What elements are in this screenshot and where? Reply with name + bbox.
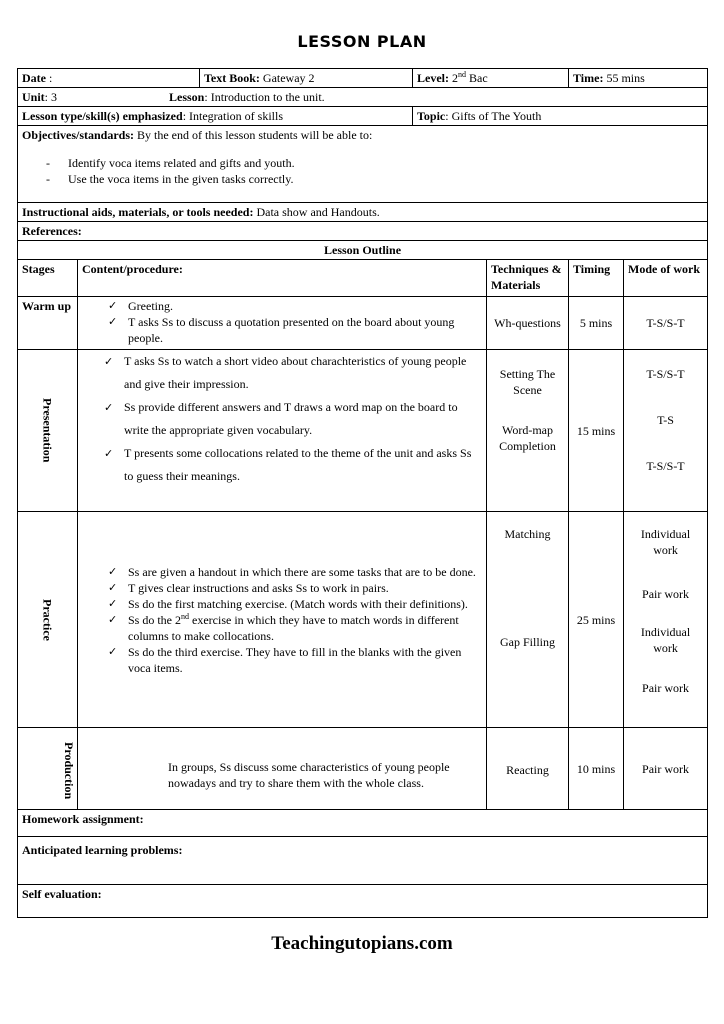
presentation-technique: Setting The Scene Word-map Completion <box>487 350 569 512</box>
practice-row <box>18 512 708 728</box>
references-row <box>18 222 708 241</box>
stage-practice: Practice <box>18 512 78 728</box>
production-timing: 10 mins <box>569 728 624 810</box>
production-row <box>18 728 708 810</box>
date-cell: Date : <box>18 69 200 88</box>
homework-row <box>18 810 708 837</box>
practice-mode: Individual work Pair work Individual work Pair work <box>624 512 708 728</box>
page-title: LESSON PLAN <box>297 32 427 51</box>
presentation-timing: 15 mins <box>569 350 624 512</box>
outline-title: Lesson Outline <box>18 241 708 260</box>
col-timing: Timing <box>569 260 624 297</box>
presentation-row <box>18 350 708 512</box>
stage-production: Production <box>18 728 78 810</box>
warmup-technique: Wh-questions <box>487 297 569 350</box>
warmup-row <box>18 297 708 350</box>
production-content: In groups, Ss discuss some characteristics of young people nowadays and try to share them with the whole class. <box>78 728 487 810</box>
lesson-plan-table <box>17 68 708 918</box>
evaluation-cell: Self evaluation: <box>18 885 708 918</box>
header-row-3 <box>18 107 708 126</box>
production-mode: Pair work <box>624 728 708 810</box>
list-item: ✓ Ss do the 2nd exercise in which they have to match words in different columns to make collocations. <box>108 612 482 644</box>
outline-header-row <box>18 260 708 297</box>
objectives-cell: Objectives/standards: By the end of this lesson students will be able to: - Identify voca items related and gifts and youth. - Use the voca items in the given tasks correctly. <box>18 126 708 203</box>
production-technique: Reacting <box>487 728 569 810</box>
problems-row <box>18 837 708 885</box>
objectives-row <box>18 126 708 203</box>
practice-content <box>78 512 487 728</box>
aids-cell: Instructional aids, materials, or tools needed: Data show and Handouts. <box>18 203 708 222</box>
list-item: - Use the voca items in the given tasks correctly. <box>46 171 703 187</box>
warmup-timing: 5 mins <box>569 297 624 350</box>
list-item: ✓ T gives clear instructions and asks Ss to work in pairs. <box>108 580 482 596</box>
practice-technique: Matching Gap Filling <box>487 512 569 728</box>
list-item: ✓ T asks Ss to discuss a quotation presented on the board about young people. <box>108 314 482 346</box>
stage-presentation: Presentation <box>18 350 78 512</box>
presentation-content <box>78 350 487 512</box>
col-mode: Mode of work <box>624 260 708 297</box>
presentation-mode: T-S/S-T T-S T-S/S-T <box>624 350 708 512</box>
list-item: ✓ Ss do the first matching exercise. (Match words with their definitions). <box>108 596 482 612</box>
warmup-mode: T-S/S-T <box>624 297 708 350</box>
objectives-list <box>22 155 703 187</box>
list-item: ✓ Ss do the third exercise. They have to fill in the blanks with the given voca items. <box>108 644 482 676</box>
unit-lesson-cell: Unit: 3 Lesson: Introduction to the unit. <box>18 88 708 107</box>
list-item: ✓ Ss are given a handout in which there are some tasks that are to be done. <box>108 564 482 580</box>
topic-cell: Topic: Gifts of The Youth <box>413 107 708 126</box>
header-row-1 <box>18 69 708 88</box>
outline-title-row <box>18 241 708 260</box>
list-item: ✓ Greeting. <box>108 298 482 314</box>
practice-timing: 25 mins <box>569 512 624 728</box>
references-cell: References: <box>18 222 708 241</box>
col-techniques: Techniques & Materials <box>487 260 569 297</box>
textbook-cell: Text Book: Gateway 2 <box>200 69 413 88</box>
skills-cell: Lesson type/skill(s) emphasized: Integration of skills <box>18 107 413 126</box>
aids-row <box>18 203 708 222</box>
footer-website: Teachingutopians.com <box>271 933 453 954</box>
level-cell: Level: 2nd Bac <box>413 69 569 88</box>
header-row-2 <box>18 88 708 107</box>
evaluation-row <box>18 885 708 918</box>
homework-cell: Homework assignment: <box>18 810 708 837</box>
warmup-content <box>78 297 487 350</box>
problems-cell: Anticipated learning problems: <box>18 837 708 885</box>
col-content: Content/procedure: <box>78 260 487 297</box>
list-item: ✓ Ss provide different answers and T draws a word map on the board to write the appropriate given vocabulary. <box>104 396 482 442</box>
list-item: ✓ T presents some collocations related to the theme of the unit and asks Ss to guess their meanings. <box>104 442 482 488</box>
list-item: ✓ T asks Ss to watch a short video about charachteristics of young people and give their impression. <box>104 350 482 396</box>
time-cell: Time: 55 mins <box>569 69 708 88</box>
col-stages: Stages <box>18 260 78 297</box>
stage-warmup: Warm up <box>18 297 78 350</box>
list-item: - Identify voca items related and gifts and youth. <box>46 155 703 171</box>
